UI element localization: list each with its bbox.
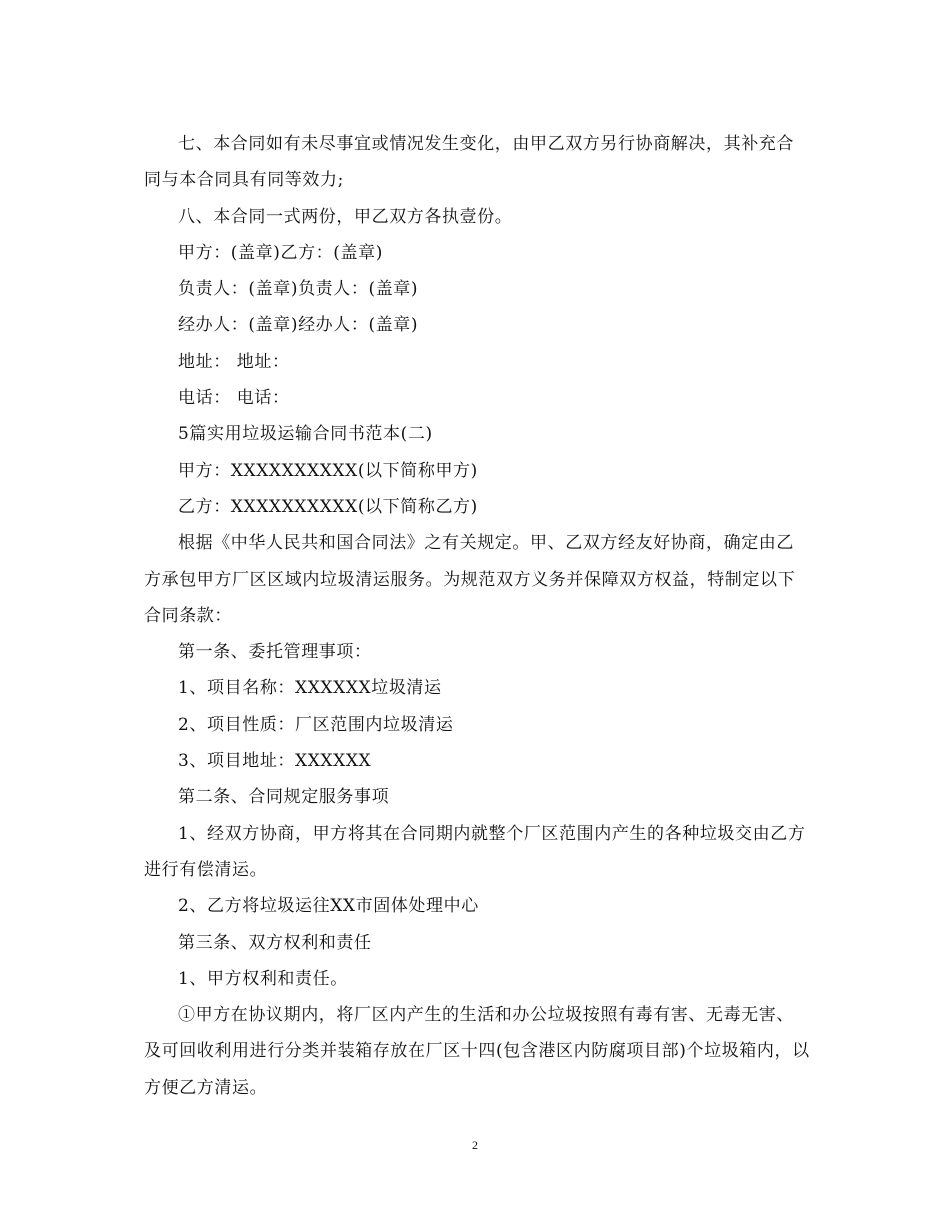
document-body [144, 126, 810, 1106]
clause-heading: 第三条、双方权利和责任 [178, 932, 372, 953]
page-number: 2 [472, 1138, 478, 1152]
paragraph: 2、项目性质：厂区范围内垃圾清运 [178, 714, 454, 735]
paragraph: 经办人：(盖章)经办人：(盖章) [178, 315, 419, 336]
paragraph: ①甲方在协议期内，将厂区内产生的生活和办公垃圾按照有毒有害、无毒无害、及可回收利用进行分类并装箱存放在厂区十四(包含港区内防腐项目部)个垃圾箱内，以方便乙方清运。 [144, 1005, 810, 1098]
paragraph: 1、项目名称：XXXXXX垃圾清运 [178, 678, 442, 699]
paragraph: 八、本合同一式两份，甲乙双方各执壹份。 [178, 206, 513, 227]
section-heading: 5篇实用垃圾运输合同书范本(二) [178, 424, 433, 445]
paragraph: 电话： 电话： [178, 388, 290, 409]
clause-heading: 第一条、委托管理事项： [178, 642, 372, 663]
paragraph: 负责人：(盖章)负责人：(盖章) [178, 279, 419, 300]
paragraph: 1、经双方协商，甲方将其在合同期内就整个厂区范围内产生的各种垃圾交由乙方进行有偿清运。 [144, 823, 806, 880]
paragraph: 2、乙方将垃圾运往XX市固体处理中心 [178, 896, 479, 917]
paragraph: 甲方：(盖章)乙方：(盖章) [178, 242, 383, 263]
paragraph: 地址： 地址： [178, 351, 290, 372]
paragraph: 甲方：XXXXXXXXXX(以下简称甲方) [178, 460, 478, 481]
paragraph: 3、项目地址：XXXXXX [178, 751, 372, 772]
clause-heading: 第二条、合同规定服务事项 [178, 787, 390, 808]
paragraph: 根据《中华人民共和国合同法》之有关规定。甲、乙双方经友好协商，确定由乙方承包甲方厂区区域内垃圾清运服务。为规范双方义务并保障双方权益，特制定以下合同条款： [144, 533, 796, 626]
paragraph: 七、本合同如有未尽事宜或情况发生变化，由甲乙双方另行协商解决，其补充合同与本合同具有同等效力; [144, 134, 794, 191]
paragraph: 1、甲方权利和责任。 [178, 968, 348, 989]
paragraph: 乙方：XXXXXXXXXX(以下简称乙方) [178, 496, 478, 517]
